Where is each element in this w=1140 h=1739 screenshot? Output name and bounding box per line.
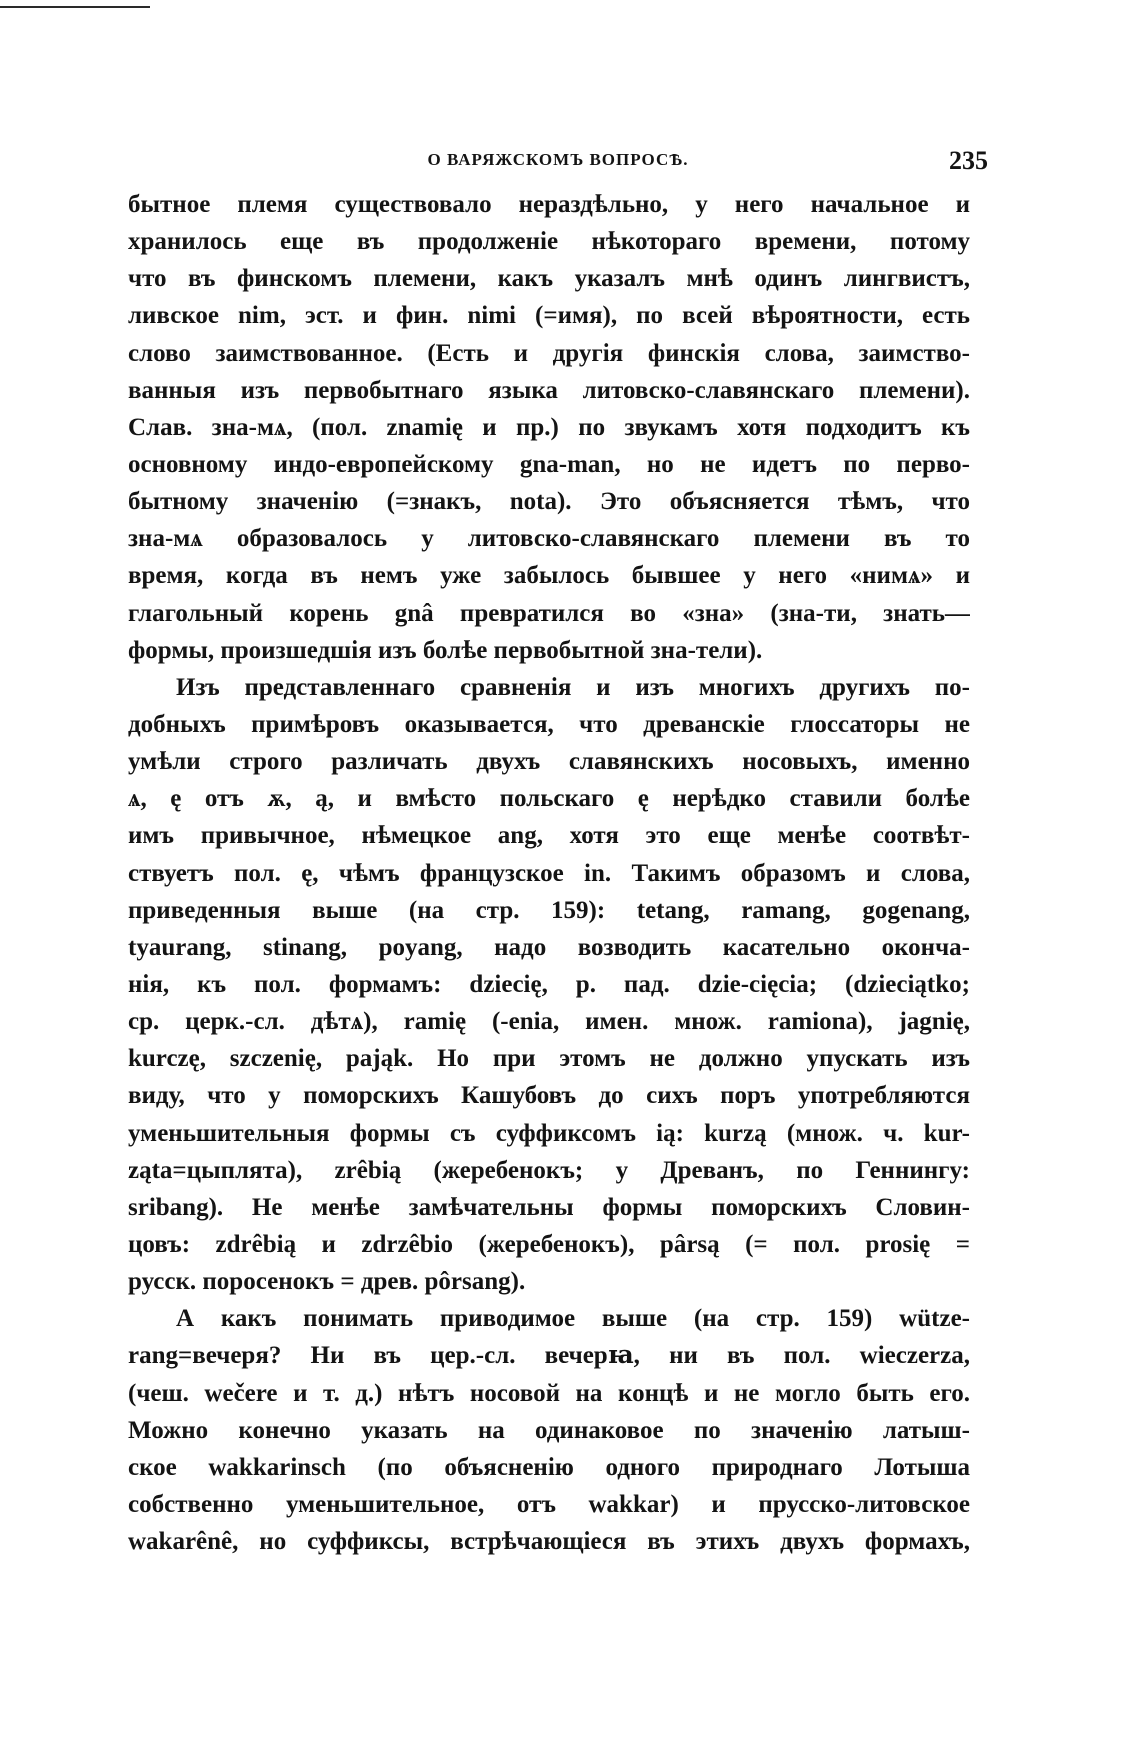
text-line: wakarênê, но суффиксы, встрѣчающіеся въ этихъ двухъ формахъ, [128, 1528, 970, 1556]
text-line: русск. поросенокъ = древ. pôrsang). [128, 1268, 526, 1296]
top-rule [0, 6, 150, 8]
page-number: 235 [949, 146, 988, 175]
text-body [128, 186, 970, 1560]
text-line: Слав. зна-мѧ, (пол. znamię и пр.) по звукамъ хотя подходитъ къ [128, 413, 970, 441]
text-line: ствуетъ пол. ę, чѣмъ французское in. Такимъ образомъ и слова, [128, 859, 970, 887]
text-line: tyaurang, stinang, poyang, надо возводить касательно оконча- [128, 933, 970, 961]
text-line: формы, произшедшія изъ болѣе первобытной зна-тели). [128, 636, 763, 664]
text-line: Можно конечно указать на одинаковое по значенію латыш- [128, 1416, 970, 1444]
text-line: приведенныя выше (на стр. 159): tetang, ramang, gogenang, [128, 896, 970, 924]
text-line: хранилось еще въ продолженіе нѣкотораго времени, потому [128, 228, 970, 256]
text-line: время, когда въ немъ уже забылось бывшее у него «нимѧ» и [128, 562, 970, 590]
text-line: ливское nim, эст. и фин. nimi (=имя), по всей вѣроятности, есть [128, 302, 970, 330]
text-line: бытное племя существовало нераздѣльно, у него начальное и [128, 191, 970, 218]
text-line: Изъ представленнаго сравненія и изъ многихъ другихъ по- [176, 673, 970, 701]
text-line: виду, что у поморскихъ Кашубовъ до сихъ поръ употребляются [128, 1082, 970, 1110]
text-line: уменьшительныя формы съ суффиксомъ ią: kurzą (множ. ч. kur- [128, 1119, 970, 1147]
text-line: ское wakkarinsch (по объясненію одного природнаго Лотыша [128, 1453, 970, 1481]
text-line: бытному значенію (=знакъ, nota). Это объясняется тѣмъ, что [128, 488, 970, 516]
text-line: что въ финскомъ племени, какъ указалъ мнѣ одинъ лингвистъ, [128, 265, 970, 293]
text-line: глагольный корень gnâ превратился во «зна» (зна-ти, знать— [128, 599, 970, 627]
text-line: rang=вечеря? Ни въ цер.-сл. вечерꙗ, ни въ пол. wieczerza, [128, 1342, 970, 1370]
running-head [128, 146, 988, 180]
text-line: зна-мѧ образовалось у литовско-славянскаго племени въ то [128, 525, 970, 553]
running-title: О ВАРЯЖСКОМЪ ВОПРОСѢ. [427, 150, 689, 169]
text-line: ванныя изъ первобытнаго языка литовско-славянскаго племени). [128, 376, 970, 404]
text-line: добныхъ примѣровъ оказывается, что древанскіе глоссаторы не [128, 710, 970, 738]
text-line: слово заимствованное. (Есть и другія финскія слова, заимство- [128, 339, 970, 367]
text-line: ср. церк.-сл. дѣтѧ), ramię (-enia, имен. множ. ramiona), jagnię, [128, 1008, 970, 1036]
text-line: собственно уменьшительное, отъ wakkar) и прусско-литовское [128, 1490, 970, 1518]
text-line: А какъ понимать приводимое выше (на стр. 159) wützе- [176, 1305, 970, 1333]
text-line: sribang). Не менѣе замѣчательны формы поморскихъ Словин- [128, 1193, 970, 1221]
text-line: умѣли строго различать двухъ славянскихъ носовыхъ, именно [128, 748, 970, 776]
text-line: kurczę, szczenię, pająk. Но при этомъ не должно упускать изъ [128, 1045, 970, 1073]
text-line: цовъ: zdrêbią и zdrzêbio (жеребенокъ), pârsą (= пол. prosię = [128, 1230, 970, 1258]
text-line: нія, къ пол. формамъ: dziecię, р. пад. dzie-cięcia; (dzieciątko; [128, 970, 970, 998]
text-line: (чеш. wečere и т. д.) нѣтъ носовой на концѣ и не могло быть его. [128, 1379, 970, 1407]
text-line: ząta=цыплята), zrêbią (жеребенокъ; у Древанъ, по Геннингу: [128, 1156, 970, 1184]
text-line: ѧ, ę отъ ѫ, ą, и вмѣсто польскаго ę нерѣдко ставили болѣе [128, 785, 970, 813]
text-line: основному индо-европейскому gna-man, но не идетъ по перво- [128, 450, 970, 478]
text-line: имъ привычное, нѣмецкое ang, хотя это еще менѣе соотвѣт- [128, 822, 970, 850]
